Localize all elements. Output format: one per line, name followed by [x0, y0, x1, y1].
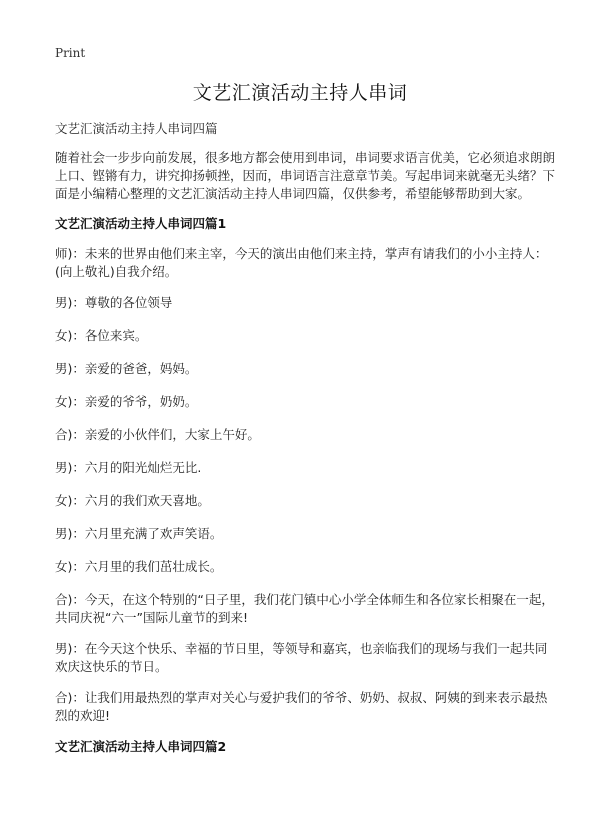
script-line: 女)：各位来宾。	[55, 328, 148, 343]
script-line: 男)：在今天这个快乐、幸福的节日里，等领导和嘉宾，也亲临我们的现场与我们一起共同欢庆这快乐的节日。	[55, 641, 548, 674]
intro-paragraph: 随着社会一步步向前发展，很多地方都会使用到串词，串词要求语言优美，它必须追求朗朗上口、铿锵有力，讲究抑扬顿挫，因而，串词语言注意章节美。写起串词来就毫无头绪？下面是小编精心整理的文艺汇演活动主持人串词四篇，仅供参考，希望能够帮助到大家。	[55, 150, 556, 201]
script-line: 男)：六月里充满了欢声笑语。	[55, 526, 223, 541]
script-line: 男)：尊敬的各位领导	[55, 295, 173, 310]
script-line: 女)：亲爱的爷爷，奶奶。	[55, 394, 198, 409]
script-line: 女)：六月的我们欢天喜地。	[55, 493, 210, 508]
script-line: 男)：亲爱的爸爸，妈妈。	[55, 361, 198, 376]
document-body	[55, 120, 555, 768]
print-label[interactable]: Print	[55, 46, 86, 60]
script-line: 合)：亲爱的小伙伴们，大家上午好。	[55, 427, 260, 442]
document-subtitle: 文艺汇演活动主持人串词四篇	[55, 121, 218, 136]
script-line: 女)：六月里的我们茁壮成长。	[55, 559, 223, 574]
script-line: 师)：未来的世界由他们来主宰，今天的演出由他们来主持，掌声有请我们的小小主持人：(向上敬礼)自我介绍。	[55, 246, 548, 279]
section-heading-2: 文艺汇演活动主持人串词四篇2	[55, 739, 227, 754]
script-line: 男)：六月的阳光灿烂无比.	[55, 460, 202, 475]
page-title: 文艺汇演活动主持人串词	[192, 82, 408, 104]
section-heading-1: 文艺汇演活动主持人串词四篇1	[55, 216, 227, 231]
script-line: 合)：今天，在这个特别的“日子里，我们花门镇中心小学全体师生和各位家长相聚在一起，共同庆祝“六一”国际儿童节的到来!	[55, 592, 554, 625]
script-line: 合)：让我们用最热烈的掌声对关心与爱护我们的爷爷、奶奶、叔叔、阿姨的到来表示最热烈的欢迎!	[55, 690, 548, 723]
